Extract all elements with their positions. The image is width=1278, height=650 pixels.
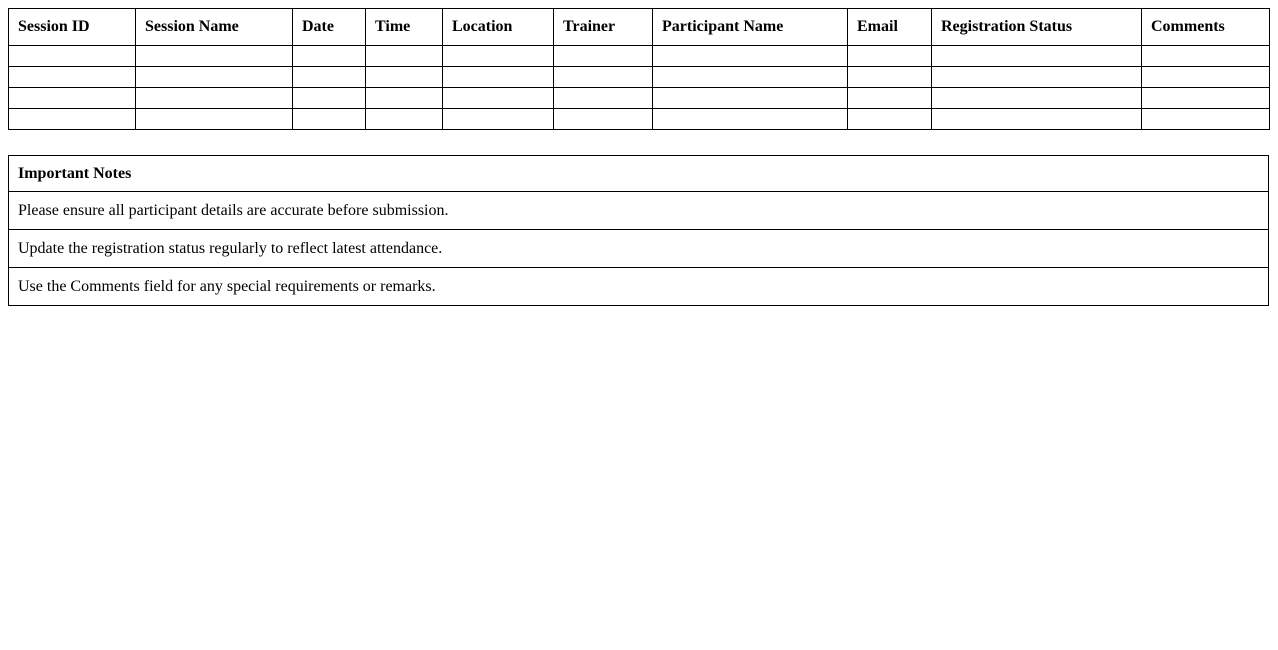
empty-cell (653, 67, 848, 88)
empty-cell (293, 109, 366, 130)
empty-cell (1142, 88, 1270, 109)
note-item: Update the registration status regularly to reflect latest attendance. (9, 230, 1269, 268)
column-header-email: Email (848, 9, 932, 46)
empty-cell (848, 88, 932, 109)
empty-cell (366, 46, 443, 67)
session-table-body (9, 46, 1270, 130)
note-row (9, 230, 1269, 268)
empty-cell (653, 46, 848, 67)
empty-cell (366, 67, 443, 88)
note-row (9, 268, 1269, 306)
empty-cell (9, 109, 136, 130)
empty-cell (653, 88, 848, 109)
empty-cell (554, 109, 653, 130)
empty-cell (848, 67, 932, 88)
note-row (9, 192, 1269, 230)
empty-cell (136, 88, 293, 109)
empty-cell (293, 88, 366, 109)
empty-cell (293, 67, 366, 88)
empty-cell (443, 67, 554, 88)
empty-cell (1142, 67, 1270, 88)
empty-cell (136, 67, 293, 88)
session-table-row (9, 46, 1270, 67)
empty-cell (1142, 46, 1270, 67)
empty-cell (848, 109, 932, 130)
notes-header-row (9, 156, 1269, 192)
session-registration-table (8, 8, 1270, 130)
empty-cell (932, 67, 1142, 88)
empty-cell (653, 109, 848, 130)
empty-cell (366, 88, 443, 109)
empty-cell (932, 109, 1142, 130)
empty-cell (1142, 109, 1270, 130)
session-table-row (9, 88, 1270, 109)
empty-cell (9, 67, 136, 88)
session-table-row (9, 67, 1270, 88)
empty-cell (932, 46, 1142, 67)
empty-cell (293, 46, 366, 67)
note-item: Use the Comments field for any special requirements or remarks. (9, 268, 1269, 306)
column-header-registration-status: Registration Status (932, 9, 1142, 46)
session-table-row (9, 109, 1270, 130)
empty-cell (366, 109, 443, 130)
empty-cell (443, 109, 554, 130)
column-header-time: Time (366, 9, 443, 46)
column-header-session-id: Session ID (9, 9, 136, 46)
empty-cell (554, 46, 653, 67)
empty-cell (443, 88, 554, 109)
column-header-location: Location (443, 9, 554, 46)
empty-cell (848, 46, 932, 67)
session-table-header-row (9, 9, 1270, 46)
notes-title: Important Notes (9, 156, 1269, 192)
column-header-participant-name: Participant Name (653, 9, 848, 46)
empty-cell (554, 67, 653, 88)
empty-cell (932, 88, 1142, 109)
empty-cell (136, 109, 293, 130)
empty-cell (9, 88, 136, 109)
column-header-session-name: Session Name (136, 9, 293, 46)
column-header-trainer: Trainer (554, 9, 653, 46)
important-notes-table (8, 155, 1269, 306)
empty-cell (136, 46, 293, 67)
empty-cell (443, 46, 554, 67)
empty-cell (9, 46, 136, 67)
note-item: Please ensure all participant details are accurate before submission. (9, 192, 1269, 230)
column-header-date: Date (293, 9, 366, 46)
column-header-comments: Comments (1142, 9, 1270, 46)
empty-cell (554, 88, 653, 109)
